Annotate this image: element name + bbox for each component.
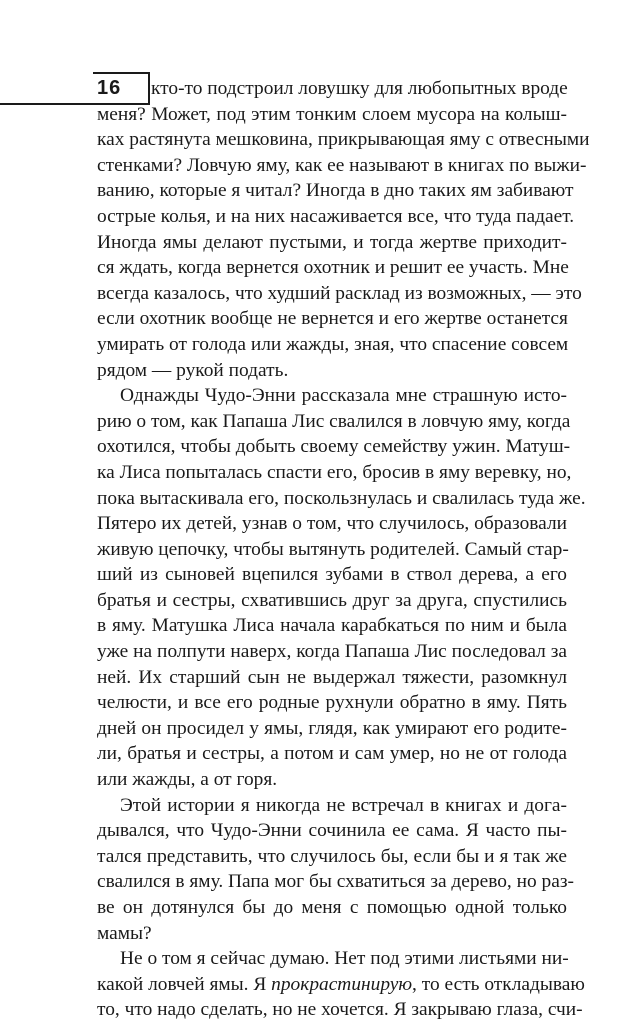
text-line: всегда казалось, что худший расклад из возможных, — это: [97, 282, 582, 304]
text-line: [97, 972, 585, 998]
italic-word: прокрастинирую: [271, 973, 413, 995]
text-line: острые колья, и на них насаживается все, что туда падает.: [97, 205, 575, 227]
body-text: [97, 76, 590, 1023]
text-run: , то есть откладываю: [412, 973, 585, 995]
text-line: мамы?: [97, 922, 152, 944]
text-line: челюсти, и все его родные рухнули обратно в яму. Пять: [97, 692, 567, 714]
text-line: стенками? Ловчую яму, как ее называют в книгах по выжи-: [97, 154, 587, 176]
text-line: живую цепочку, чтобы вытянуть родителей. Самый стар-: [97, 538, 569, 560]
page-number: 16: [97, 77, 122, 99]
text-line: ся ждать, когда вернется охотник и решит ее участь. Мне: [97, 257, 569, 279]
text-line: тался представить, что случилось бы, если бы и я так же: [97, 845, 567, 867]
text-line: то, что надо сделать, но не хочется. Я закрываю глаза, счи-: [97, 999, 583, 1021]
text-line: братья и сестры, схватившись друг за друга, спустились: [97, 589, 567, 611]
text-line: Однажды Чудо-Энни рассказала мне страшную исто-: [120, 385, 567, 407]
text-line: ший из сыновей вцепился зубами в ствол дерева, а его: [97, 564, 567, 586]
text-line: охотился, чтобы добыть своему семейству ужин. Матуш-: [97, 436, 571, 458]
text-run: какой ловчей ямы. Я: [97, 973, 272, 995]
text-line: ках растянута мешковина, прикрывающая яму с отвесными: [97, 129, 590, 151]
text-line: умирать от голода или жажды, зная, что спасение совсем: [97, 333, 569, 355]
text-line: если охотник вообще не вернется и его жертве останется: [97, 308, 568, 330]
text-line: ве он дотянулся бы до меня с помощью одной только: [97, 897, 567, 918]
text-line: ванию, которые я читал? Иногда в дно таких ям забивают: [97, 180, 574, 202]
text-line: кто-то подстроил ловушку для любопытных вроде: [151, 78, 568, 99]
text-line: уже на полпути наверх, когда Папаша Лис последовал за: [97, 641, 567, 663]
text-line: рядом — рукой подать.: [97, 359, 289, 381]
text-line: Пятеро их детей, узнав о том, что случилось, образовали: [97, 513, 567, 535]
text-line: Иногда ямы делают пустыми, и тогда жертве приходит-: [97, 231, 567, 253]
text-line: рию о том, как Папаша Лис свалился в ловчую яму, когда: [97, 410, 571, 432]
text-line: пока вытаскивала его, поскользнулась и свалилась туда же.: [97, 487, 586, 509]
text-line: свалился в яму. Папа мог бы схватиться за дерево, но раз-: [97, 871, 574, 893]
text-line: ней. Их старший сын не выдержал тяжести, разомкнул: [97, 666, 567, 688]
text-line: Не о том я сейчас думаю. Нет под этими листьями ни-: [120, 948, 569, 970]
text-line: ли, братья и сестры, а потом и сам умер, но не от голода: [97, 743, 567, 765]
text-line: в яму. Матушка Лиса начала карабкаться по ним и была: [97, 615, 567, 637]
text-line: Этой истории я никогда не встречал в книгах и дога-: [120, 794, 567, 816]
text-line: меня? Может, под этим тонким слоем мусора на колыш-: [97, 103, 567, 125]
text-line: или жажды, а от горя.: [97, 769, 278, 791]
text-line: ка Лиса попыталась спасти его, бросив в яму веревку, но,: [97, 461, 572, 483]
text-line: дывался, что Чудо-Энни сочинила ее сама. Я часто пы-: [97, 820, 567, 842]
text-line: дней он просидел у ямы, глядя, как умирают его родите-: [97, 717, 567, 739]
